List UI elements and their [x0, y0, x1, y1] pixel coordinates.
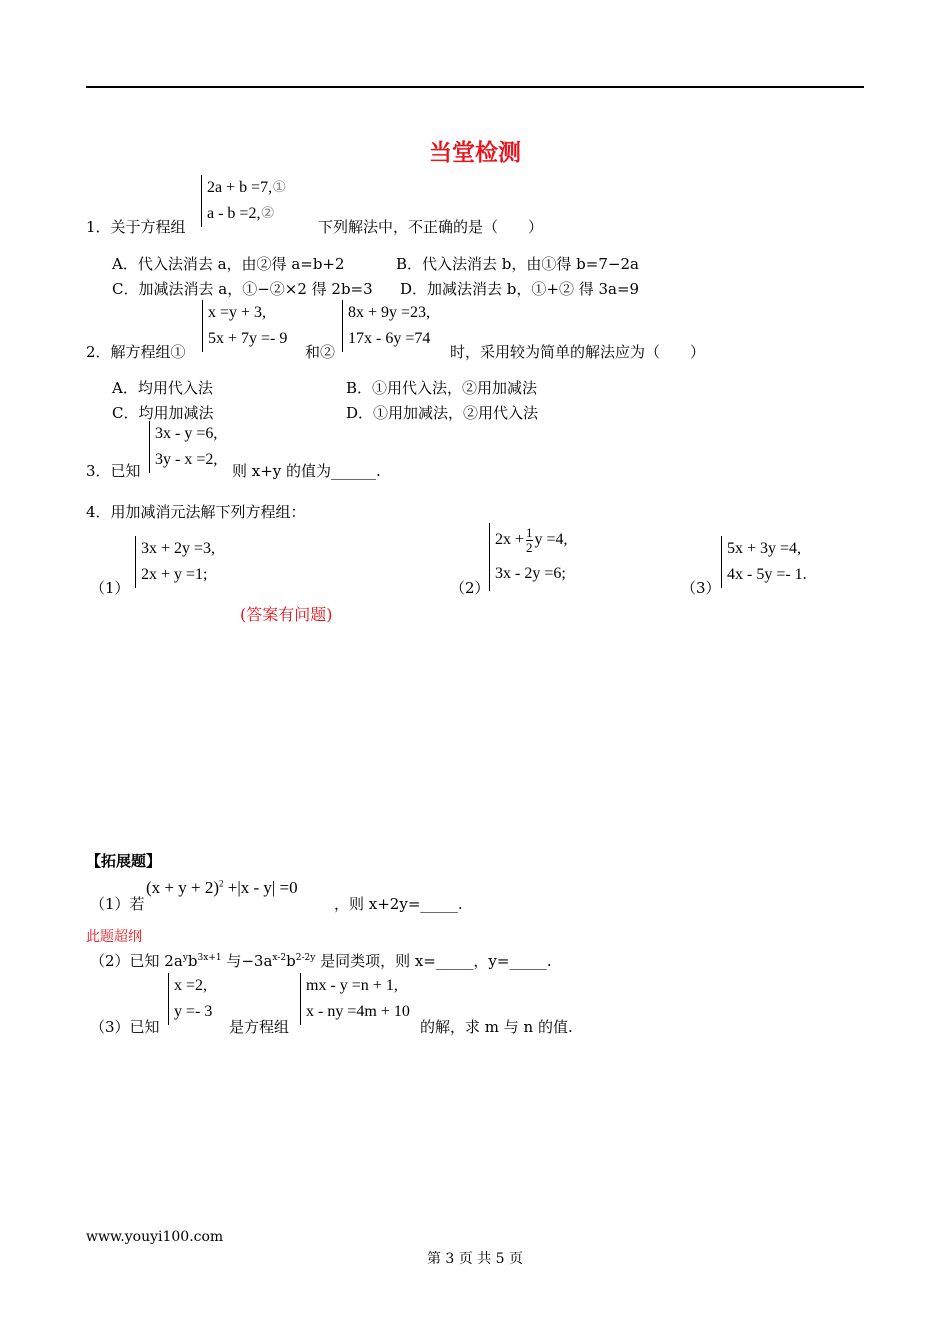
q3-system	[149, 421, 217, 473]
q2-mid: 和②	[305, 343, 336, 361]
q1-system	[201, 175, 287, 227]
ext-e3-mid: 是方程组	[229, 1018, 290, 1036]
ext-e3-system	[300, 973, 410, 1025]
q1-option-b: B．代入法消去 b，由①得 b=7−2a	[396, 255, 639, 273]
q4-p1-eq1: 3x + 2y =3,	[141, 540, 216, 557]
q4-p1-system	[135, 536, 215, 588]
q2-system-2	[342, 300, 430, 352]
ext-e1-square: (x + y + 2)	[146, 878, 219, 897]
q3-eq1: 3x - y =6,	[155, 425, 218, 442]
ext-e3-sol-y: y =- 3	[174, 1003, 213, 1020]
ext-e3-eq2: x - ny =4m + 10	[306, 1003, 410, 1020]
ext-e1-expression	[146, 878, 298, 898]
q4-p2-row2: 3x - 2y =6;	[495, 565, 566, 582]
ext-e2-sup3: x-2	[272, 953, 287, 963]
footer-page-number: 第 3 页 共 5 页	[426, 1251, 524, 1267]
q1-eq1-mark: ①	[272, 179, 287, 196]
q4-p3-eq1: 5x + 3y =4,	[727, 540, 802, 557]
q1-option-a: A．代入法消去 a，由②得 a=b+2	[112, 255, 345, 273]
q4-p2-frac-den: 2	[526, 539, 533, 555]
ext-e3-solution	[168, 973, 212, 1025]
q2-option-a: A．均用代入法	[112, 379, 213, 397]
q3-eq2: 3y - x =2,	[155, 451, 218, 468]
q2-suffix: 时，采用较为简单的解法应为（ ）	[450, 343, 706, 361]
q2-option-d: D．①用加减法，②用代入法	[346, 404, 539, 422]
q1-option-d: D．加减法消去 b，①+② 得 3a=9	[400, 280, 640, 298]
ext-e1-exponent: 2	[219, 878, 224, 889]
ext-e2	[90, 950, 552, 971]
ext-heading: 【拓展题】	[86, 852, 162, 870]
q2-sys2-eq1: 8x + 9y =23,	[348, 304, 431, 321]
ext-e3-prefix: （3）已知	[90, 1018, 160, 1036]
q4-p2-row1-b: y =4,	[534, 531, 568, 548]
q1-prefix: 1．关于方程组	[86, 218, 186, 236]
q2-sys1-eq2: 5x + 7y =- 9	[208, 330, 288, 347]
ext-e2-sup2: 3x+1	[197, 953, 222, 963]
q2-option-b: B．①用代入法，②用加减法	[346, 379, 538, 397]
ext-e2-text-d: b	[286, 952, 296, 970]
section-title: 当堂检测	[429, 140, 521, 166]
q4-note: (答案有问题)	[240, 605, 333, 624]
header-rule	[86, 86, 864, 88]
q4-p2-frac-num: 1	[526, 524, 533, 540]
ext-e3-eq1: mx - y =n + 1,	[306, 977, 398, 994]
ext-e2-text-c: 与−3a	[221, 952, 273, 970]
q1-eq2: a - b =2,	[207, 205, 261, 222]
q3-suffix: 则 x+y 的值为______.	[232, 462, 381, 480]
q4-text: 4．用加减消元法解下列方程组：	[86, 503, 306, 521]
ext-e2-text-a: （2）已知 2a	[90, 952, 183, 970]
q3-prefix: 3．已知	[86, 462, 141, 480]
q1-eq2-mark: ②	[260, 205, 275, 222]
q2-system-1	[202, 300, 287, 352]
ext-e3-sol-x: x =2,	[174, 977, 208, 994]
ext-e2-sup4: 2-2y	[295, 953, 316, 963]
ext-e3-suffix: 的解，求 m 与 n 的值.	[420, 1018, 573, 1036]
ext-e1-suffix: ，则 x+2y=_____.	[334, 895, 463, 913]
q4-p2-row1-a: 2x +	[495, 531, 525, 548]
q4-p1-eq2: 2x + y =1;	[141, 566, 208, 583]
q1-option-c: C．加减法消去 a，①−②×2 得 2b=3	[112, 280, 373, 298]
q4-p2-label: （2）	[450, 579, 490, 597]
q4-p3-label: （3）	[681, 579, 721, 597]
q2-sys1-eq1: x =y + 3,	[208, 304, 267, 321]
ext-e2-text-e: 是同类项，则 x=_____，y=_____.	[315, 952, 552, 970]
q2-sys2-eq2: 17x - 6y =74	[348, 330, 431, 347]
q2-prefix: 2．解方程组①	[86, 343, 186, 361]
ext-e2-sup1: y	[182, 953, 188, 963]
q1-eq1: 2a + b =7,	[207, 179, 273, 196]
q4-p1-label: （1）	[90, 579, 130, 597]
q4-p3-system	[721, 536, 807, 588]
q1-suffix: 下列解法中，不正确的是（ ）	[318, 218, 544, 236]
ext-e1-abs: +|x - y| =0	[227, 878, 298, 897]
q4-p2-fraction	[526, 526, 533, 555]
q2-option-c: C．均用加减法	[112, 404, 214, 422]
q4-p2-system	[489, 523, 568, 591]
ext-e2-text-b: b	[187, 952, 198, 970]
ext-e1-prefix: （1）若	[90, 895, 145, 913]
footer-url[interactable]: www.youyi100.com	[86, 1229, 224, 1245]
ext-note: 此题超纲	[86, 929, 142, 945]
q4-p3-eq2: 4x - 5y =- 1.	[727, 566, 807, 583]
